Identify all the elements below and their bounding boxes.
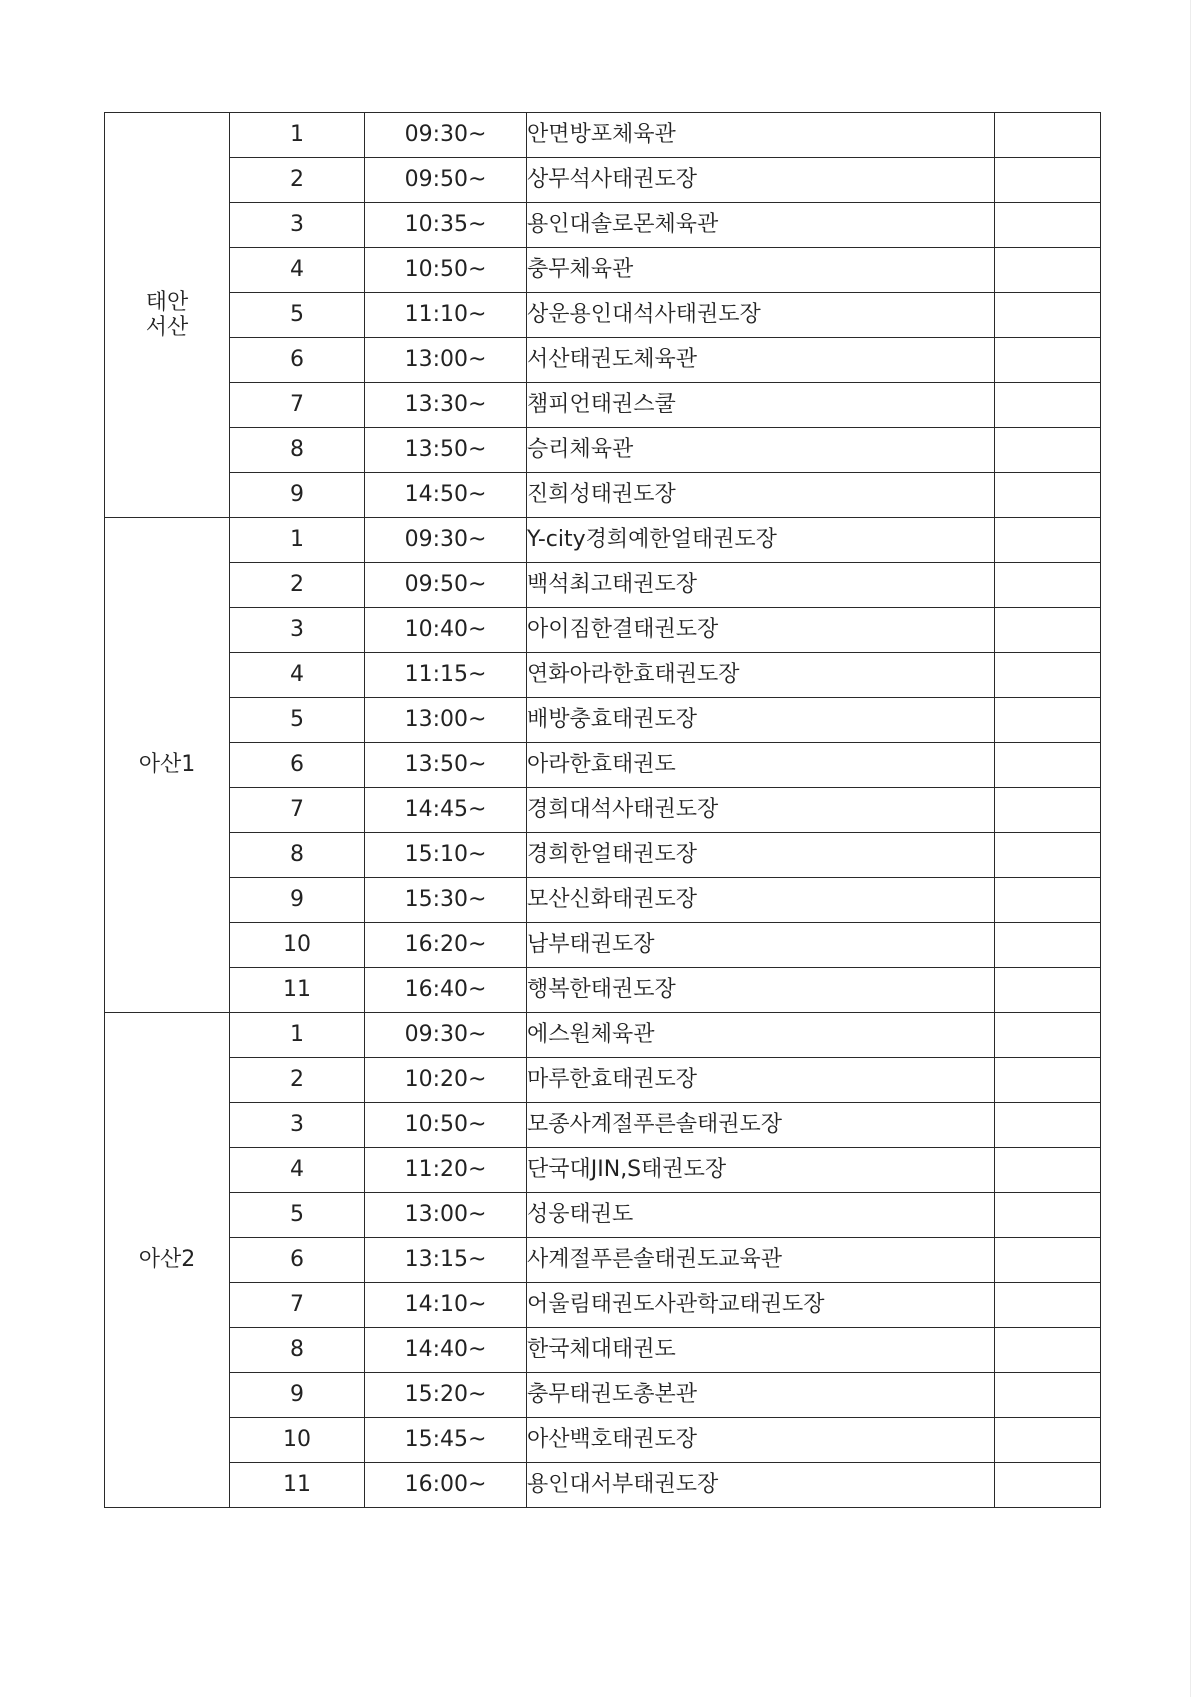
table-row <box>105 1013 1101 1058</box>
row-number: 7 <box>230 1283 365 1328</box>
start-time: 13:50~ <box>365 428 527 473</box>
region-name: 서산 <box>145 315 189 340</box>
row-number: 10 <box>230 923 365 968</box>
venue-name: 경희대석사태권도장 <box>527 788 995 833</box>
region-cell <box>105 518 230 1013</box>
note-cell <box>995 158 1101 203</box>
note-cell <box>995 1418 1101 1463</box>
note-cell <box>995 248 1101 293</box>
venue-name: 백석최고태권도장 <box>527 563 995 608</box>
venue-name: 행복한태권도장 <box>527 968 995 1013</box>
table-row <box>105 1058 1101 1103</box>
table-row <box>105 428 1101 473</box>
table-row <box>105 248 1101 293</box>
table-row <box>105 698 1101 743</box>
venue-name: 경희한얼태권도장 <box>527 833 995 878</box>
note-cell <box>995 203 1101 248</box>
row-number: 3 <box>230 608 365 653</box>
venue-name: 상무석사태권도장 <box>527 158 995 203</box>
start-time: 10:50~ <box>365 248 527 293</box>
table-row <box>105 518 1101 563</box>
row-number: 4 <box>230 248 365 293</box>
venue-name: 사계절푸른솔태권도교육관 <box>527 1238 995 1283</box>
start-time: 11:10~ <box>365 293 527 338</box>
row-number: 8 <box>230 428 365 473</box>
venue-name: 승리체육관 <box>527 428 995 473</box>
table-row <box>105 293 1101 338</box>
venue-name: 배방충효태권도장 <box>527 698 995 743</box>
venue-name: 아산백호태권도장 <box>527 1418 995 1463</box>
row-number: 11 <box>230 1463 365 1508</box>
note-cell <box>995 1373 1101 1418</box>
start-time: 10:40~ <box>365 608 527 653</box>
note-cell <box>995 473 1101 518</box>
table-row <box>105 1193 1101 1238</box>
table-row <box>105 1373 1101 1418</box>
start-time: 11:20~ <box>365 1148 527 1193</box>
start-time: 14:45~ <box>365 788 527 833</box>
start-time: 09:30~ <box>365 1013 527 1058</box>
venue-name: 아라한효태권도 <box>527 743 995 788</box>
start-time: 10:50~ <box>365 1103 527 1148</box>
note-cell <box>995 833 1101 878</box>
row-number: 2 <box>230 1058 365 1103</box>
table-row <box>105 1463 1101 1508</box>
row-number: 11 <box>230 968 365 1013</box>
row-number: 7 <box>230 788 365 833</box>
row-number: 9 <box>230 1373 365 1418</box>
start-time: 09:30~ <box>365 518 527 563</box>
venue-name: 모종사계절푸른솔태권도장 <box>527 1103 995 1148</box>
start-time: 15:20~ <box>365 1373 527 1418</box>
note-cell <box>995 563 1101 608</box>
venue-name: 마루한효태권도장 <box>527 1058 995 1103</box>
venue-name: 모산신화태권도장 <box>527 878 995 923</box>
table-row <box>105 158 1101 203</box>
table-row <box>105 203 1101 248</box>
table-row <box>105 788 1101 833</box>
note-cell <box>995 743 1101 788</box>
start-time: 09:30~ <box>365 113 527 158</box>
schedule-body <box>105 113 1101 1508</box>
start-time: 13:30~ <box>365 383 527 428</box>
note-cell <box>995 518 1101 563</box>
note-cell <box>995 1238 1101 1283</box>
note-cell <box>995 293 1101 338</box>
note-cell <box>995 383 1101 428</box>
row-number: 3 <box>230 203 365 248</box>
row-number: 8 <box>230 1328 365 1373</box>
note-cell <box>995 1193 1101 1238</box>
note-cell <box>995 608 1101 653</box>
row-number: 9 <box>230 878 365 923</box>
row-number: 1 <box>230 113 365 158</box>
start-time: 14:50~ <box>365 473 527 518</box>
start-time: 09:50~ <box>365 563 527 608</box>
start-time: 16:20~ <box>365 923 527 968</box>
venue-name: 충무태권도총본관 <box>527 1373 995 1418</box>
row-number: 1 <box>230 518 365 563</box>
row-number: 2 <box>230 158 365 203</box>
table-row <box>105 608 1101 653</box>
page-edge-line <box>1190 0 1191 1697</box>
note-cell <box>995 923 1101 968</box>
note-cell <box>995 113 1101 158</box>
start-time: 16:40~ <box>365 968 527 1013</box>
start-time: 14:40~ <box>365 1328 527 1373</box>
venue-name: 에스원체육관 <box>527 1013 995 1058</box>
table-row <box>105 1418 1101 1463</box>
row-number: 5 <box>230 1193 365 1238</box>
venue-name: 용인대서부태권도장 <box>527 1463 995 1508</box>
table-row <box>105 1283 1101 1328</box>
venue-name: Y-city경희예한얼태권도장 <box>527 518 995 563</box>
schedule-table <box>104 112 1101 1508</box>
start-time: 15:30~ <box>365 878 527 923</box>
row-number: 8 <box>230 833 365 878</box>
start-time: 11:15~ <box>365 653 527 698</box>
venue-name: 아이짐한결태권도장 <box>527 608 995 653</box>
start-time: 13:00~ <box>365 338 527 383</box>
note-cell <box>995 1283 1101 1328</box>
table-row <box>105 338 1101 383</box>
note-cell <box>995 1463 1101 1508</box>
row-number: 9 <box>230 473 365 518</box>
region-cell <box>105 1013 230 1508</box>
venue-name: 챔피언태권스쿨 <box>527 383 995 428</box>
venue-name: 연화아라한효태권도장 <box>527 653 995 698</box>
row-number: 10 <box>230 1418 365 1463</box>
note-cell <box>995 653 1101 698</box>
table-row <box>105 743 1101 788</box>
note-cell <box>995 1103 1101 1148</box>
row-number: 4 <box>230 653 365 698</box>
row-number: 5 <box>230 698 365 743</box>
row-number: 2 <box>230 563 365 608</box>
table-row <box>105 833 1101 878</box>
venue-name: 단국대JIN,S태권도장 <box>527 1148 995 1193</box>
note-cell <box>995 1328 1101 1373</box>
table-row <box>105 653 1101 698</box>
venue-name: 서산태권도체육관 <box>527 338 995 383</box>
venue-name: 성웅태권도 <box>527 1193 995 1238</box>
table-row <box>105 1148 1101 1193</box>
region-cell <box>105 113 230 518</box>
venue-name: 상운용인대석사태권도장 <box>527 293 995 338</box>
region-name: 아산1 <box>138 752 196 778</box>
note-cell <box>995 698 1101 743</box>
note-cell <box>995 428 1101 473</box>
start-time: 10:35~ <box>365 203 527 248</box>
row-number: 5 <box>230 293 365 338</box>
row-number: 3 <box>230 1103 365 1148</box>
table-row <box>105 1103 1101 1148</box>
row-number: 6 <box>230 743 365 788</box>
venue-name: 진희성태권도장 <box>527 473 995 518</box>
start-time: 13:15~ <box>365 1238 527 1283</box>
region-name: 태안 <box>145 289 189 315</box>
table-row <box>105 878 1101 923</box>
start-time: 13:50~ <box>365 743 527 788</box>
note-cell <box>995 1058 1101 1103</box>
start-time: 15:45~ <box>365 1418 527 1463</box>
table-row <box>105 923 1101 968</box>
start-time: 14:10~ <box>365 1283 527 1328</box>
start-time: 16:00~ <box>365 1463 527 1508</box>
note-cell <box>995 788 1101 833</box>
venue-name: 안면방포체육관 <box>527 113 995 158</box>
venue-name: 어울림태권도사관학교태권도장 <box>527 1283 995 1328</box>
row-number: 6 <box>230 338 365 383</box>
table-row <box>105 563 1101 608</box>
row-number: 7 <box>230 383 365 428</box>
venue-name: 남부태권도장 <box>527 923 995 968</box>
note-cell <box>995 878 1101 923</box>
venue-name: 용인대솔로몬체육관 <box>527 203 995 248</box>
table-row <box>105 383 1101 428</box>
start-time: 13:00~ <box>365 698 527 743</box>
table-row <box>105 1328 1101 1373</box>
table-row <box>105 968 1101 1013</box>
venue-name: 한국체대태권도 <box>527 1328 995 1373</box>
table-row <box>105 113 1101 158</box>
note-cell <box>995 968 1101 1013</box>
note-cell <box>995 338 1101 383</box>
row-number: 4 <box>230 1148 365 1193</box>
region-name: 아산2 <box>138 1247 196 1273</box>
table-row <box>105 1238 1101 1283</box>
start-time: 09:50~ <box>365 158 527 203</box>
note-cell <box>995 1013 1101 1058</box>
row-number: 1 <box>230 1013 365 1058</box>
start-time: 13:00~ <box>365 1193 527 1238</box>
start-time: 10:20~ <box>365 1058 527 1103</box>
row-number: 6 <box>230 1238 365 1283</box>
table-row <box>105 473 1101 518</box>
start-time: 15:10~ <box>365 833 527 878</box>
note-cell <box>995 1148 1101 1193</box>
venue-name: 충무체육관 <box>527 248 995 293</box>
